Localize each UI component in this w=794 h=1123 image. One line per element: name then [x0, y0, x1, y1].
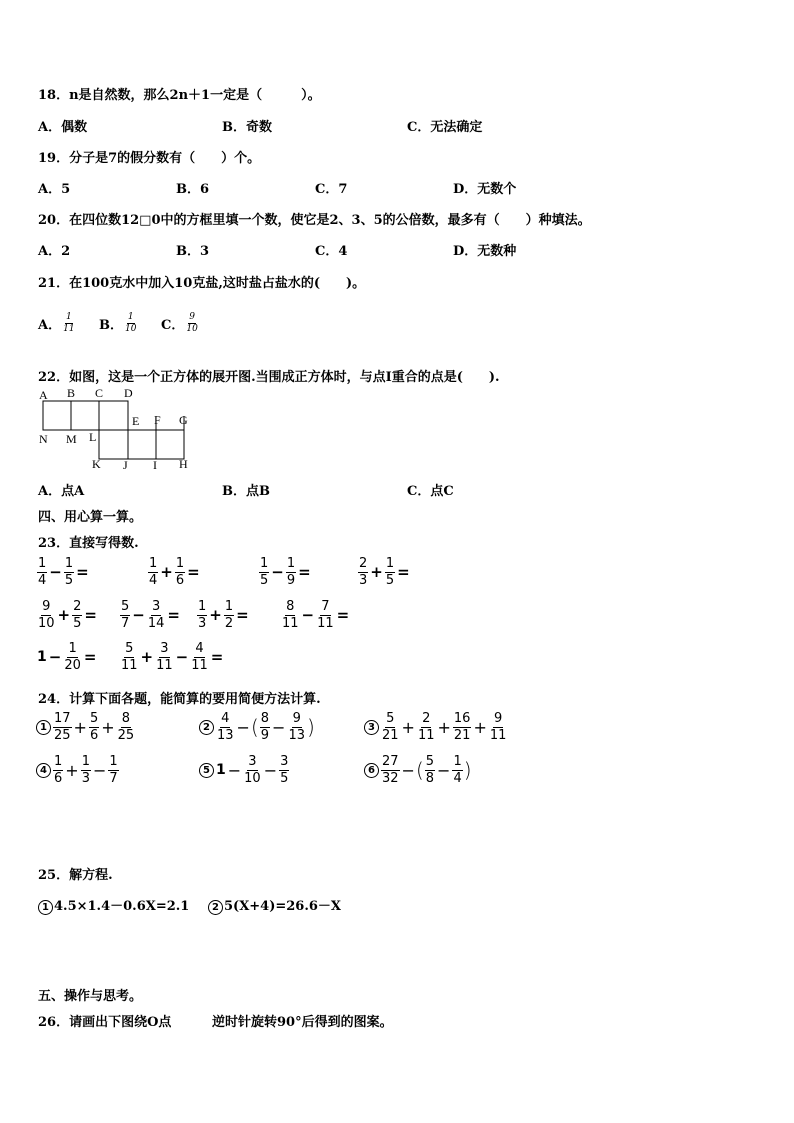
- fraction: $\frac{9}{10}$: [38, 599, 55, 631]
- net-label-e: E: [132, 414, 140, 428]
- net-label-l: L: [89, 430, 97, 444]
- net-label-j: J: [123, 458, 128, 472]
- q21-option-a: [38, 313, 77, 335]
- q19-option-d: D．无数个: [453, 182, 517, 197]
- net-label-c: C: [95, 386, 104, 400]
- circled-number: 2: [199, 720, 214, 735]
- q23-expression: [258, 557, 312, 587]
- q23-expression: [36, 600, 98, 630]
- operator: −: [263, 760, 278, 780]
- fraction: $\frac{1}{9}$: [286, 556, 296, 588]
- parenthesis: (: [250, 715, 259, 740]
- circled-number: 6: [364, 763, 379, 778]
- operator: +: [160, 563, 173, 582]
- fraction: $\frac{1}{5}$: [64, 556, 74, 588]
- operator: +: [473, 717, 487, 737]
- q22-option-a: A．点A: [38, 484, 85, 499]
- cube-net-figure: [36, 386, 196, 472]
- fraction: $\frac{9}{13}$: [288, 711, 305, 743]
- fraction: $\frac{8}{25}$: [117, 711, 135, 743]
- operator: −: [236, 717, 250, 737]
- q21-option-c-fraction: $\frac{9}{10}$: [186, 312, 198, 335]
- net-label-h: H: [179, 457, 188, 471]
- q23-expression: [119, 600, 181, 630]
- fraction: $\frac{27}{32}$: [382, 754, 399, 786]
- q20-option-a: A．2: [38, 244, 71, 259]
- equation-text: 4.5×1.4－0.6X=2.1: [54, 899, 190, 914]
- q18-option-c: C．无法确定: [407, 120, 483, 135]
- operator: =: [397, 563, 410, 582]
- q24-expression: [199, 755, 290, 785]
- fraction: $\frac{8}{11}$: [282, 599, 299, 631]
- net-label-i: I: [153, 458, 157, 472]
- operator: −: [49, 563, 62, 582]
- operator: −: [301, 606, 315, 625]
- fraction: $\frac{1}{6}$: [54, 754, 63, 786]
- operator: −: [132, 606, 145, 625]
- operator: +: [140, 648, 154, 667]
- equation-text: 5(X+4)=26.6－X: [224, 899, 342, 914]
- operator: +: [401, 717, 415, 737]
- net-label-f: F: [154, 413, 161, 427]
- q18-option-a: A．偶数: [38, 120, 88, 135]
- circled-number: 1: [38, 900, 53, 915]
- operator: =: [236, 606, 249, 625]
- operator: +: [209, 606, 222, 625]
- operator: −: [48, 648, 62, 667]
- q21-option-b-fraction: $\frac{1}{10}$: [125, 312, 137, 335]
- fraction: $\frac{17}{25}$: [54, 711, 71, 743]
- fraction: $\frac{9}{11}$: [489, 711, 507, 743]
- operator: +: [65, 760, 79, 780]
- circled-number: 4: [36, 763, 51, 778]
- q23-expression: [196, 600, 250, 630]
- operator: −: [92, 760, 107, 780]
- q20-option-b: B．3: [176, 244, 210, 259]
- net-label-a: A: [39, 388, 48, 402]
- q20-option-c: C．4: [315, 244, 348, 259]
- fraction: $\frac{1}{2}$: [224, 599, 234, 631]
- fraction: $\frac{1}{5}$: [260, 556, 269, 588]
- operator: =: [83, 648, 97, 667]
- operator: +: [437, 717, 451, 737]
- q18-stem: 18．n是自然数，那么2n＋1一定是（ ）。: [38, 88, 321, 103]
- net-label-k: K: [92, 457, 101, 471]
- q26-stem-start: 26．请画出下图绕O点: [38, 1015, 172, 1030]
- fraction: $\frac{5}{21}$: [382, 711, 399, 743]
- parenthesis: (: [415, 758, 424, 783]
- number: 1: [216, 762, 226, 779]
- q23-stem: 23．直接写得数.: [38, 536, 139, 551]
- fraction: $\frac{1}{20}$: [64, 641, 81, 673]
- section4-heading: 四、用心算一算。: [38, 510, 143, 525]
- q24-expression: [36, 755, 120, 785]
- fraction: $\frac{4}{11}$: [191, 641, 208, 673]
- fraction: $\frac{8}{9}$: [260, 711, 270, 743]
- fraction: $\frac{7}{11}$: [317, 599, 334, 631]
- section5-heading: 五、操作与思考。: [38, 989, 143, 1004]
- fraction: $\frac{16}{21}$: [453, 711, 471, 743]
- operator: −: [272, 717, 286, 737]
- circled-number: 5: [199, 763, 214, 778]
- operator: −: [271, 563, 284, 582]
- operator: +: [57, 606, 71, 625]
- parenthesis: ): [463, 758, 472, 783]
- q19-option-c: C．7: [315, 182, 348, 197]
- q22-option-b: B．点B: [222, 484, 270, 499]
- fraction: $\frac{2}{11}$: [417, 711, 435, 743]
- fraction: $\frac{4}{13}$: [217, 711, 234, 743]
- q21-option-a-label: A．: [38, 318, 62, 334]
- fraction: $\frac{1}{7}$: [109, 754, 118, 786]
- q24-expression: [36, 712, 136, 742]
- net-label-d: D: [124, 386, 133, 400]
- cube-net-lines: [36, 386, 196, 472]
- q21-option-b: [99, 313, 138, 335]
- net-label-g: G: [179, 413, 188, 427]
- fraction: $\frac{1}{6}$: [175, 556, 185, 588]
- q21-option-c-label: C．: [161, 318, 185, 334]
- q22-option-c: C．点C: [407, 484, 454, 499]
- net-label-n: N: [39, 432, 48, 446]
- fraction: $\frac{1}{4}$: [149, 556, 158, 588]
- q24-expression: [364, 712, 508, 742]
- q24-stem: 24．计算下面各题，能简算的要用简便方法计算.: [38, 692, 321, 707]
- operator: =: [298, 563, 311, 582]
- operator: −: [437, 760, 451, 780]
- q21-option-a-fraction: $\frac{1}{11}$: [63, 312, 75, 335]
- net-label-b: B: [67, 386, 76, 400]
- q24-expression: [199, 712, 315, 742]
- circled-number: 1: [36, 720, 51, 735]
- operator: +: [370, 563, 383, 582]
- q25-stem: 25．解方程.: [38, 868, 113, 883]
- fraction: $\frac{3}{5}$: [280, 754, 289, 786]
- q23-expression: [36, 642, 97, 672]
- operator: =: [336, 606, 350, 625]
- q19-option-a: A．5: [38, 182, 71, 197]
- operator: =: [187, 563, 200, 582]
- circled-number: 2: [208, 900, 223, 915]
- fraction: $\frac{5}{6}$: [89, 711, 99, 743]
- operator: −: [175, 648, 189, 667]
- operator: =: [84, 606, 97, 625]
- parenthesis: ): [307, 715, 315, 740]
- fraction: $\frac{5}{11}$: [121, 641, 138, 673]
- q25-equation-1: [38, 895, 189, 915]
- operator: =: [210, 648, 224, 667]
- operator: −: [401, 760, 415, 780]
- fraction: $\frac{1}{4}$: [453, 754, 462, 786]
- q23-expression: [119, 642, 224, 672]
- q19-option-b: B．6: [176, 182, 210, 197]
- q21-option-b-label: B．: [99, 318, 123, 334]
- fraction: $\frac{1}{5}$: [385, 556, 395, 588]
- q23-expression: [36, 557, 90, 587]
- fraction: $\frac{1}{3}$: [198, 599, 207, 631]
- fraction: $\frac{5}{7}$: [121, 599, 130, 631]
- operator: −: [227, 760, 242, 780]
- operator: =: [167, 606, 180, 625]
- q24-expression: [364, 755, 472, 785]
- q20-option-d: D．无数种: [453, 244, 517, 259]
- q23-expression: [357, 557, 411, 587]
- number: 1: [37, 649, 47, 666]
- q23-expression: [280, 600, 350, 630]
- fraction: $\frac{2}{5}$: [73, 599, 82, 631]
- circled-number: 3: [364, 720, 379, 735]
- fraction: $\frac{5}{8}$: [425, 754, 435, 786]
- fraction: $\frac{1}{4}$: [38, 556, 47, 588]
- operator: +: [101, 717, 115, 737]
- q25-equation-2: [208, 895, 341, 915]
- fraction: $\frac{1}{3}$: [81, 754, 90, 786]
- fraction: $\frac{3}{10}$: [244, 754, 261, 786]
- operator: =: [76, 563, 89, 582]
- q20-stem: 20．在四位数12□0中的方框里填一个数，使它是2、3、5的公倍数，最多有（ ）种填法。: [38, 213, 591, 228]
- q26-stem-end: 逆时针旋转90°后得到的图案。: [212, 1015, 393, 1030]
- q22-stem: 22．如图，这是一个正方体的展开图.当围成正方体时，与点I重合的点是( ).: [38, 370, 500, 385]
- q19-stem: 19．分子是7的假分数有（ ）个。: [38, 151, 261, 166]
- q21-option-c: [161, 313, 200, 335]
- fraction: $\frac{3}{14}$: [147, 599, 165, 631]
- operator: +: [73, 717, 87, 737]
- fraction: $\frac{3}{11}$: [156, 641, 173, 673]
- q21-stem: 21．在100克水中加入10克盐,这时盐占盐水的( )。: [38, 276, 366, 291]
- q23-expression: [147, 557, 201, 587]
- fraction: $\frac{2}{3}$: [359, 556, 368, 588]
- q18-option-b: B．奇数: [222, 120, 272, 135]
- net-label-m: M: [66, 432, 77, 446]
